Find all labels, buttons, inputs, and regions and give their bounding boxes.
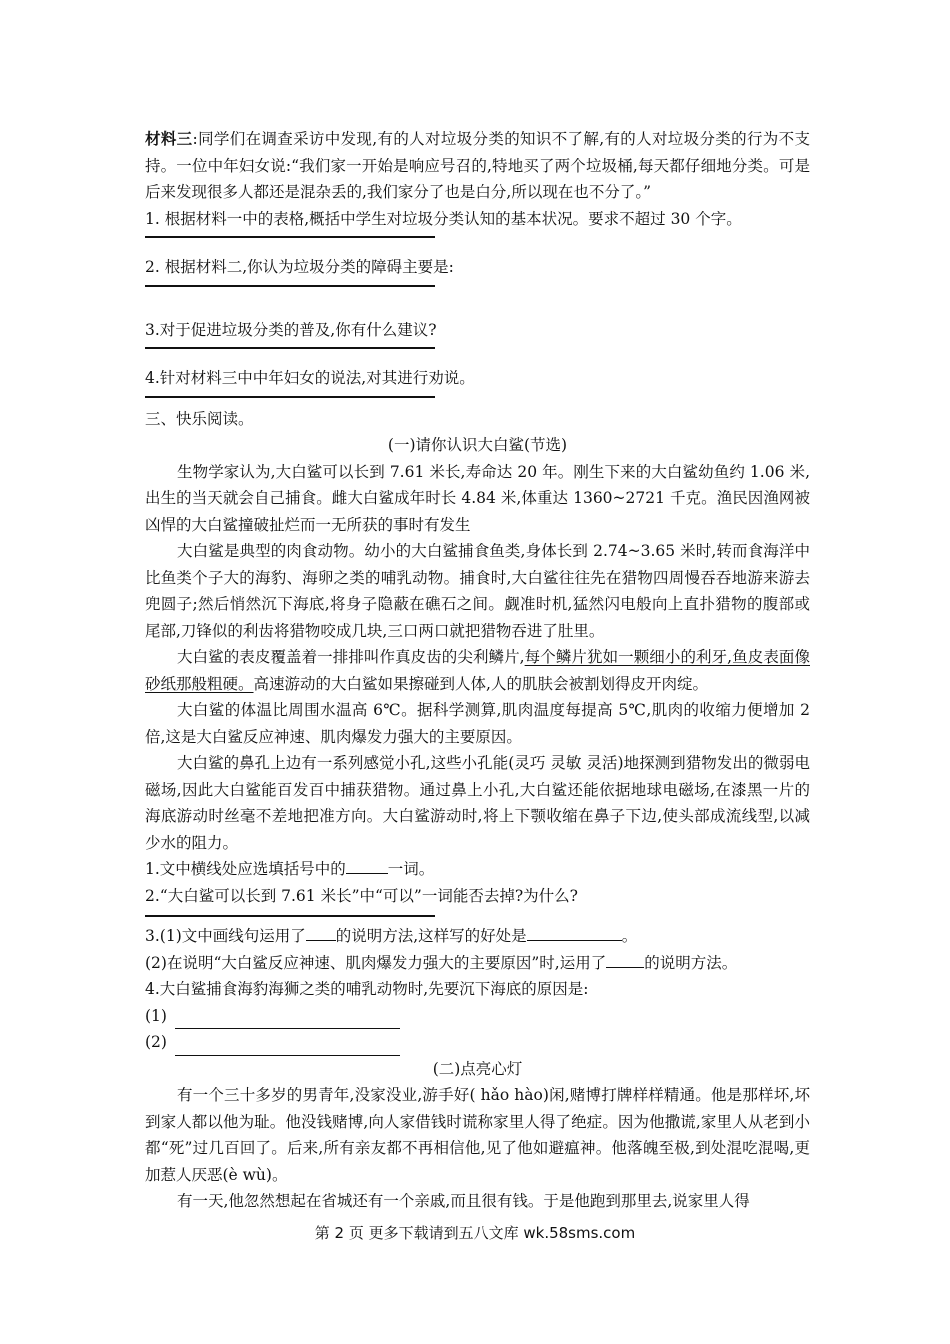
paragraph-3-before: 大白鲨的表皮覆盖着一排排叫作真皮齿的尖利鳞片,: [177, 648, 525, 666]
material-three-label: 材料三: [145, 129, 193, 148]
reading-one-paragraph-3: [145, 644, 810, 697]
sub-2-label: (2): [145, 1033, 167, 1051]
reading-two-paragraph-2: 有一天,他忽然想起在省城还有一个亲戚,而且很有钱。于是他跑到那里去,说家里人得: [177, 1192, 750, 1210]
question-1: 1. 根据材料一中的表格,概括中学生对垃圾分类认知的基本状况。要求不超过 30 个字。: [145, 209, 742, 228]
q3-1-mid: 的说明方法,这样写的好处是: [335, 927, 527, 945]
sub-1-label: (1): [145, 1006, 167, 1025]
reading-question-4: 4.大白鲨捕食海豹海狮之类的哺乳动物时,先要沉下海底的原因是:: [145, 980, 589, 998]
underlined-sentence: 每个鳞片犹如一颗细小的利牙,鱼皮表面像砂纸那般粗硬。: [145, 648, 810, 693]
q3-1-text: 3.(1)文中画线句运用了: [145, 927, 306, 945]
reading-question-1-text: 1.文中横线处应选填括号中的: [145, 860, 346, 878]
reading-question-3-2: [145, 950, 810, 977]
reading-one-paragraph-5: 大白鲨的鼻孔上边有一系列感觉小孔,这些小孔能(灵巧 灵敏 灵活)地探测到猎物发出的微弱电磁场,因此大白鲨能百发百中捕获猎物。通过鼻上小孔,大白鲨还能依据地球电磁场,在漆黑一片的海底游动时丝毫不差地把准方向。大白鲨游动时,将上下颚收缩在鼻子下边,使头部成流线型,以减少水的阻力。: [145, 754, 810, 852]
sub-1-answer-line[interactable]: [175, 1012, 400, 1029]
question-2: 2. 根据材料二,你认为垃圾分类的障碍主要是:: [145, 258, 454, 276]
reading-one-paragraph-4: 大白鲨的体温比周围水温高 6℃。据科学测算,肌肉温度每提高 5℃,肌肉的收缩力便增加 2 倍,这是大白鲨反应神速、肌肉爆发力强大的主要原因。: [145, 701, 810, 746]
answer-line-4[interactable]: [145, 396, 435, 398]
sub-2-answer-line[interactable]: [175, 1039, 400, 1056]
blank-method[interactable]: [306, 925, 336, 941]
paragraph-3-after: 高速游动的大白鲨如果擦碰到人体,人的肌肤会被割划得皮开肉绽。: [253, 674, 708, 693]
q3-1-end: 。: [621, 927, 638, 945]
page-content: [145, 126, 810, 1215]
reading-question-4-sub-1: [145, 1003, 810, 1030]
q3-2-end: 的说明方法。: [644, 953, 738, 972]
reading-one-paragraph-1: 生物学家认为,大白鲨可以长到 7.61 米长,寿命达 20 年。刚生下来的大白鲨幼鱼约 1.06 米,出生的当天就会自己捕食。雌大白鲨成年时长 4.84 米,体重达 1360~2721 千克。渔民因渔网被凶悍的大白鲨撞破扯烂而一无所获的事时有发生: [145, 462, 810, 534]
q3-2-text: (2)在说明“大白鲨反应神速、肌肉爆发力强大的主要原因”时,运用了: [145, 953, 607, 972]
material-three-text: :同学们在调查采访中发现,有的人对垃圾分类的知识不了解,有的人对垃圾分类的行为不支持。一位中年妇女说:“我们家一开始是响应号召的,特地买了两个垃圾桶,每天都仔细地分类。可是后来发现很多人都还是混杂丢的,我们家分了也是白分,所以现在也不分了。”: [145, 130, 810, 201]
blank-benefit[interactable]: [527, 925, 622, 941]
answer-line-1[interactable]: [145, 236, 435, 238]
reading-question-3-1: [145, 923, 810, 950]
answer-line-2[interactable]: [145, 285, 435, 287]
answer-line-3[interactable]: [145, 347, 435, 349]
question-4: 4.针对材料三中中年妇女的说法,对其进行劝说。: [145, 369, 475, 387]
question-3: 3.对于促进垃圾分类的普及,你有什么建议?: [145, 320, 437, 339]
page-footer: 第 2 页 更多下载请到五八文库 wk.58sms.com: [314, 1224, 636, 1242]
blank-method-2[interactable]: [606, 952, 644, 968]
reading-question-1-suffix: 一词。: [387, 860, 435, 878]
reading-question-1: [145, 856, 810, 883]
reading-question-2: 2.“大白鲨可以长到 7.61 米长”中“可以”一词能否去掉?为什么?: [145, 886, 578, 905]
reading-two-title: (二)点亮心灯: [432, 1059, 523, 1078]
section-three-heading: 三、快乐阅读。: [145, 409, 254, 428]
reading-one-paragraph-2: 大白鲨是典型的肉食动物。幼小的大白鲨捕食鱼类,身体长到 2.74~3.65 米时,转而食海洋中比鱼类个子大的海豹、海卵之类的哺乳动物。捕食时,大白鲨往往先在猎物四周慢吞吞地游来游去兜圆子;然后悄然沉下海底,将身子隐蔽在礁石之间。觑准时机,猛然闪电般向上直扑猎物的腹部或尾部,刀锋似的利齿将猎物咬成几块,三口两口就把猎物吞进了肚里。: [145, 542, 810, 640]
material-three-paragraph: [145, 126, 810, 206]
answer-line-reading-2[interactable]: [145, 915, 435, 917]
blank-choice[interactable]: [346, 858, 388, 874]
reading-two-paragraph-1: 有一个三十多岁的男青年,没家没业,游手好( hǎo hào)闲,赌博打牌样样精通。他是那样坏,坏到家人都以他为耻。他没钱赌博,向人家借钱时谎称家里人得了绝症。因为他撒谎,家里人从老到小都“死”过几百回了。后来,所有亲友都不再相信他,见了他如避瘟神。他落魄至极,到处混吃混喝,更加惹人厌恶(è wù)。: [145, 1086, 810, 1184]
reading-question-4-sub-2: [145, 1029, 810, 1056]
reading-one-title: (一)请你认识大白鲨(节选): [387, 436, 568, 454]
